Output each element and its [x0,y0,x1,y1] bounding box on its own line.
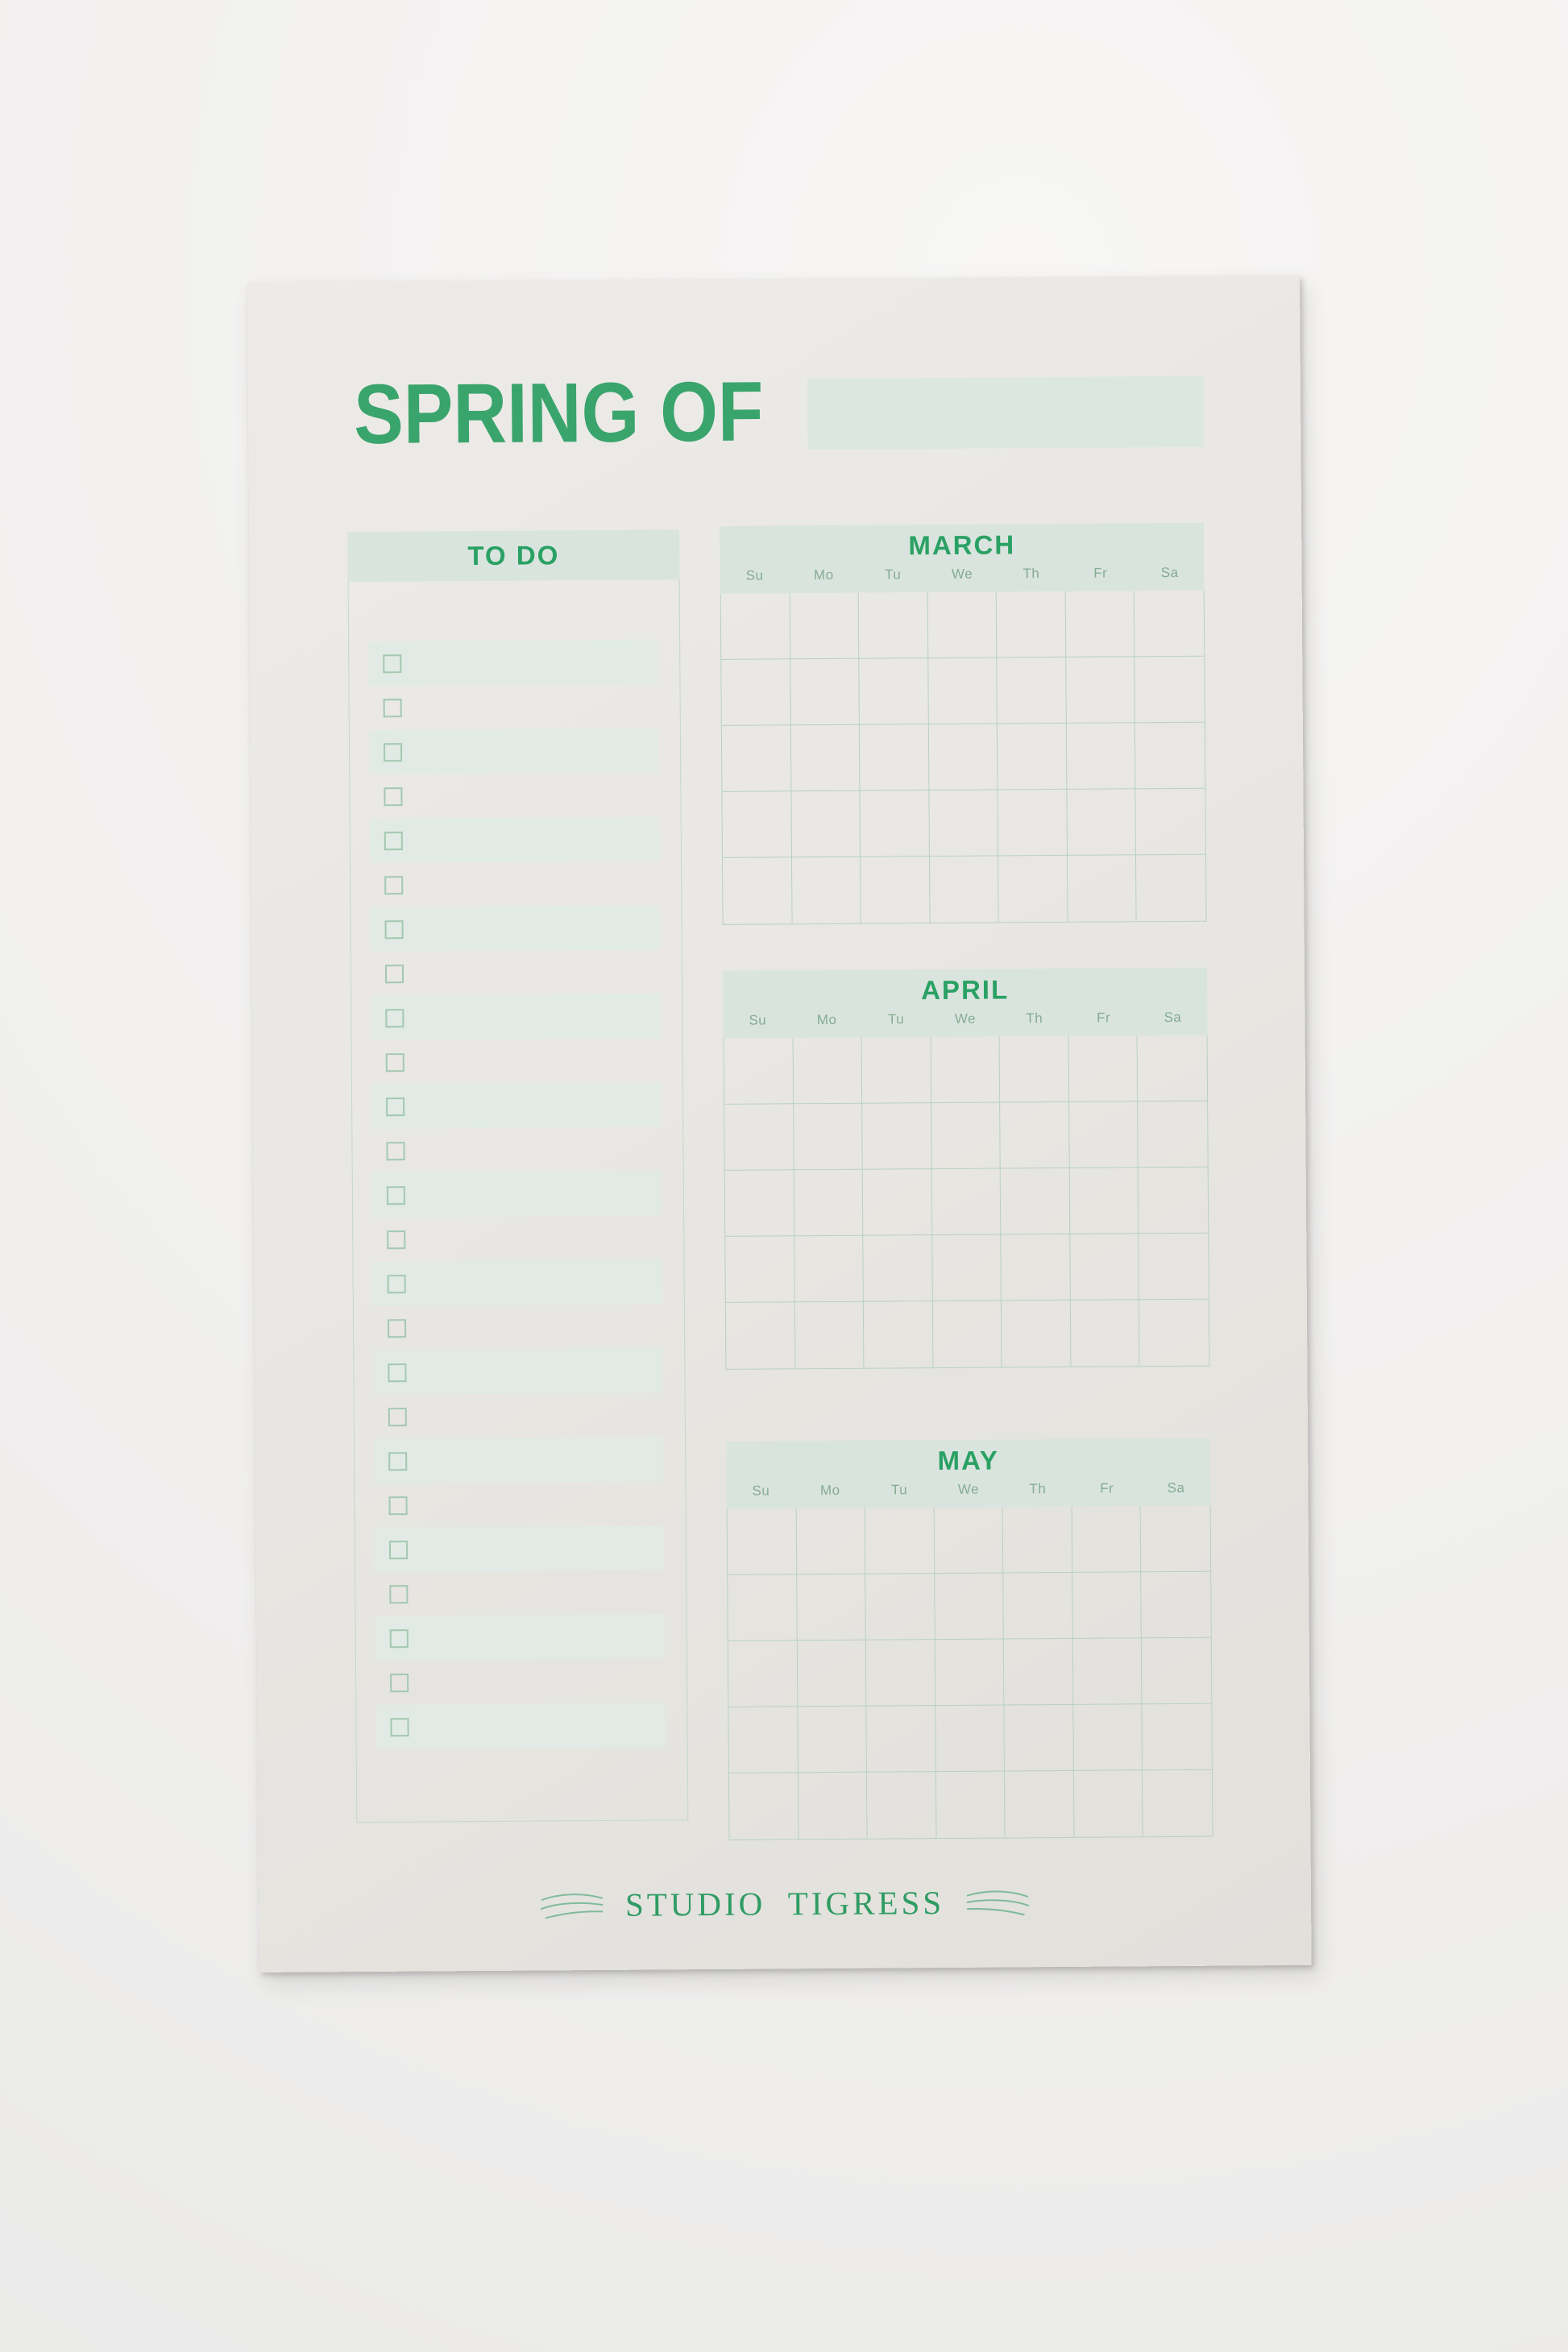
calendar-cell [721,593,790,660]
day-label: We [954,1010,977,1027]
checkbox-icon [385,920,404,939]
todo-header-label: TO DO [467,540,560,571]
calendar-cell [794,1236,864,1303]
checkbox-icon [389,1541,408,1559]
day-label: Tu [887,1011,905,1027]
calendar-cell [931,1168,1001,1235]
calendar-cell [998,657,1067,724]
calendar-cell [1074,1770,1143,1837]
calendar-cell [1136,789,1205,856]
calendar-cell [1139,1300,1209,1367]
todo-row-plain [368,683,657,730]
calendar-cell [998,856,1068,923]
calendar-cell [1139,1101,1208,1168]
checkbox-icon [388,1408,407,1426]
calendar-cell [724,1104,794,1171]
brand-name: STUDIO TIGRESS [624,1884,945,1923]
calendar-cell [1067,789,1136,856]
todo-row-shaded [373,1348,662,1395]
day-label: Su [745,567,764,583]
checkbox-icon [384,787,402,806]
calendar-cell [1002,1300,1071,1367]
todo-row-shaded [371,1082,661,1129]
checkbox-icon [388,1319,406,1338]
checkbox-icon [384,876,403,894]
calendar-cell [934,1507,1003,1574]
calendar-cell [1068,1035,1138,1102]
calendar-cell [1073,1638,1143,1705]
todo-row-plain [371,1038,661,1085]
calendar-cell [861,790,930,857]
checkbox-icon [390,1629,409,1648]
calendar-cell [1070,1234,1139,1300]
todo-row-shaded [375,1614,665,1661]
calendar-cell [865,1574,935,1641]
month-section-april [723,968,1209,1370]
month-title-row [723,968,1207,1013]
month-title: MAY [937,1445,1000,1476]
day-label: Tu [890,1482,908,1498]
calendar-cell [723,857,792,924]
calendar-cell [724,1038,794,1105]
calendar-cell [790,659,860,726]
calendar-cell [931,1103,1001,1170]
checkbox-icon [388,1452,407,1471]
todo-row-plain [370,861,659,907]
calendar-cell [1000,1036,1069,1103]
calendar-cell [1142,1638,1211,1705]
calendar-cell [1004,1639,1073,1706]
calendar-cell [864,1301,933,1368]
day-label: Fr [1097,1010,1111,1026]
calendar-cell [726,1302,795,1369]
calendar-cell [722,791,791,858]
calendar-cell [1071,1300,1140,1367]
brand-footer [259,1881,1311,1927]
planner-poster-sheet [247,276,1312,1972]
day-label: Su [749,1012,767,1028]
page-title: SPRING OF [353,364,764,463]
calendar-cell [861,857,930,923]
calendar-cell [1073,1704,1143,1771]
calendar-cell [794,1104,863,1171]
month-title: APRIL [921,974,1010,1006]
calendar-cell [722,725,791,792]
todo-section [347,529,688,1823]
calendar-cell [930,857,999,923]
calendar-cell [866,1706,935,1773]
calendar-grid [720,591,1207,925]
calendar-cell [1141,1506,1210,1573]
checkbox-icon [389,1496,408,1515]
whisker-right-icon [965,1885,1030,1919]
todo-row-plain [371,1126,661,1173]
calendar-cell [935,1639,1004,1706]
year-fill-in-box [807,376,1205,450]
calendar-cell [728,1707,798,1773]
calendar-cell [859,658,928,725]
todo-row-shaded [375,1525,664,1572]
calendar-cell [927,592,997,659]
day-label: Sa [1164,1009,1182,1026]
calendar-cell [725,1170,794,1237]
calendar-cell [1066,591,1135,657]
todo-row-shaded [372,1171,662,1217]
day-label: Th [1023,566,1040,582]
calendar-cell [728,1574,797,1641]
month-title-row [726,1438,1210,1483]
calendar-cell [865,1508,935,1574]
calendar-cell [1067,723,1136,790]
calendar-cell [1143,1770,1212,1837]
todo-row-shaded [375,1703,665,1749]
calendar-cell [1003,1507,1072,1574]
day-label: Mo [816,1011,837,1028]
calendar-cell [935,1573,1004,1640]
calendar-cell [997,591,1066,658]
month-header-banner [720,523,1205,594]
day-label: Fr [1093,565,1108,581]
todo-row-shaded [368,639,657,686]
calendar-cell [1005,1771,1074,1838]
calendar-cell [728,1508,797,1575]
checkbox-icon [386,1097,404,1116]
calendar-cell [1000,1102,1069,1169]
calendar-cell [1066,657,1135,724]
calendar-cell [791,791,861,858]
day-label: Su [752,1483,770,1499]
todo-row-plain [374,1481,663,1528]
calendar-cell [798,1707,867,1773]
calendar-cell [863,1235,932,1302]
day-label: Tu [884,566,902,583]
month-header-banner [723,968,1208,1039]
calendar-cell [1139,1168,1208,1234]
month-header-banner [726,1438,1211,1509]
calendar-cell [790,593,859,660]
calendar-cell [1070,1168,1139,1234]
todo-row-plain [369,772,658,819]
day-labels-row [723,1010,1207,1039]
checkbox-icon [385,964,404,983]
calendar-grid [724,1035,1210,1370]
calendar-cell [1139,1234,1209,1300]
calendar-cell [931,1037,1000,1104]
checkbox-icon [384,699,402,717]
checkbox-icon [384,743,402,761]
calendar-cell [928,658,998,725]
calendar-cell [929,724,998,791]
todo-row-shaded [371,993,660,1040]
day-label: Sa [1167,1479,1185,1496]
calendar-cell [1135,723,1205,790]
calendar-cell [1001,1168,1070,1235]
calendar-cell [1069,1101,1139,1168]
checkbox-icon [386,1053,404,1072]
checkbox-icon [387,1230,405,1249]
calendar-cell [862,1037,931,1104]
checkbox-icon [389,1585,408,1603]
calendar-cell [797,1574,866,1641]
calendar-cell [728,1641,798,1707]
calendar-cell [797,1641,866,1707]
calendar-cell [1002,1234,1071,1301]
todo-list [348,579,689,1823]
calendar-cell [929,790,998,857]
calendar-cell [1068,855,1137,922]
calendar-cell [933,1300,1002,1367]
calendar-cell [867,1772,936,1839]
calendar-cell [932,1234,1002,1301]
calendar-cell [1143,1704,1212,1771]
checkbox-icon [383,654,401,673]
checkbox-icon [390,1718,409,1736]
calendar-cell [936,1771,1006,1838]
calendar-cell [729,1773,799,1840]
calendar-cell [798,1773,867,1840]
day-label: Th [1026,1010,1043,1027]
calendar-cell [792,857,861,924]
calendar-cell [793,1038,862,1105]
todo-row-shaded [369,728,658,774]
calendar-cell [796,1508,865,1575]
calendar-cell [998,790,1068,857]
todo-row-plain [371,949,660,996]
calendar-cell [721,659,790,726]
day-label: Mo [819,1482,840,1499]
calendar-cell [1072,1506,1141,1573]
day-label: We [957,1481,980,1497]
calendar-cell [998,724,1067,790]
todo-row-shaded [374,1437,663,1483]
calendar-cell [1135,657,1205,724]
todo-row-shaded [370,816,659,863]
checkbox-icon [385,1009,404,1027]
calendar-cell [859,592,928,659]
todo-row-plain [373,1304,662,1350]
month-title: MARCH [908,529,1016,561]
checkbox-icon [388,1275,406,1293]
calendar-cell [1003,1573,1072,1640]
calendar-grid [727,1506,1213,1840]
todo-row-shaded [372,1259,662,1306]
day-label: Fr [1100,1480,1114,1496]
calendar-cell [794,1302,864,1369]
calendar-cell [860,724,929,791]
checkbox-icon [388,1363,406,1382]
todo-row-plain [375,1658,665,1705]
checkbox-icon [390,1674,409,1692]
calendar-cell [1135,591,1204,657]
day-label: Th [1029,1481,1047,1497]
day-label: Mo [813,566,834,583]
calendar-cell [790,725,860,792]
todo-header-banner [347,529,679,582]
calendar-cell [1136,855,1205,922]
month-section-march [720,523,1206,925]
day-label: Sa [1160,564,1179,581]
calendar-cell [866,1640,935,1707]
calendar-cell [862,1103,931,1170]
todo-row-plain [372,1215,662,1262]
calendar-cell [725,1236,794,1303]
day-label: We [951,566,973,582]
calendar-cell [935,1705,1005,1772]
calendar-cell [1005,1705,1074,1772]
todo-row-plain [374,1392,663,1439]
whisker-left-icon [540,1889,604,1922]
calendar-cell [863,1169,932,1236]
calendar-cell [794,1170,863,1237]
calendar-cell [1142,1572,1211,1639]
checkbox-icon [386,1142,404,1160]
calendar-cell [1138,1035,1207,1102]
day-labels-row [726,1480,1210,1509]
month-title-row [720,523,1204,568]
day-labels-row [720,565,1204,594]
todo-row-shaded [370,905,659,952]
calendar-cell [1072,1572,1142,1639]
checkbox-icon [387,1186,405,1205]
month-section-may [726,1438,1213,1840]
todo-row-plain [375,1570,664,1616]
checkbox-icon [384,832,403,850]
